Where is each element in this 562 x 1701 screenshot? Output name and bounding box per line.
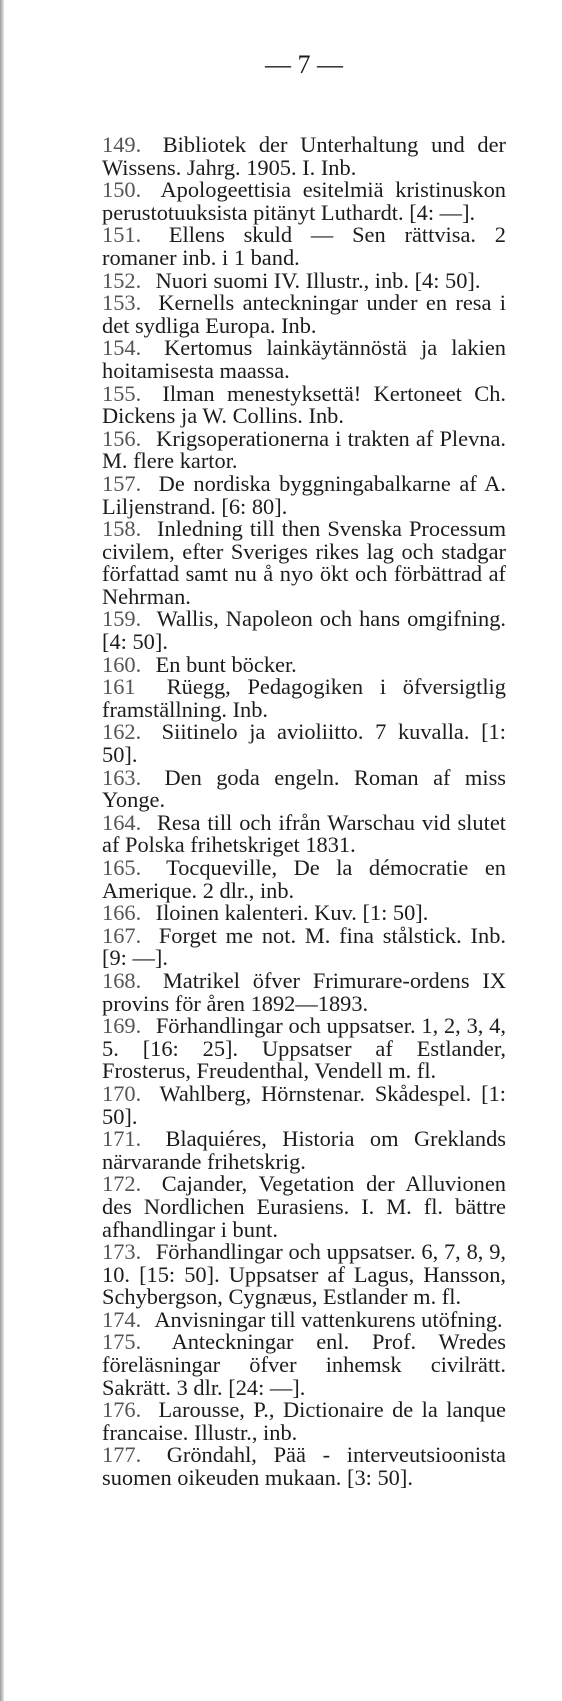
entry-number: 174. bbox=[102, 1306, 142, 1332]
catalog-entry bbox=[102, 1173, 506, 1241]
entry-number: 158. bbox=[102, 516, 142, 542]
page-number: — 7 — bbox=[265, 50, 343, 79]
catalog-entry bbox=[102, 721, 506, 766]
entry-text: Iloinen kalenteri. Kuv. [1: 50]. bbox=[155, 900, 429, 926]
entry-number: 163. bbox=[102, 764, 142, 790]
catalog-entry bbox=[102, 267, 506, 293]
entry-number: 169. bbox=[102, 1013, 142, 1039]
entry-number: 177. bbox=[102, 1442, 142, 1468]
entry-number: 156. bbox=[102, 425, 142, 451]
entry-text: Krigsoperationerna i trakten af Plevna. M. flere kartor. bbox=[102, 425, 506, 474]
catalog-entry bbox=[102, 902, 506, 925]
catalog-entry bbox=[102, 1399, 506, 1444]
entry-number: 160. bbox=[102, 651, 142, 677]
catalog-entry bbox=[102, 380, 506, 429]
entry-text: Cajander, Vegetation der Alluvionen des Nordlichen Eurasiens. I. M. fl. bättre afhandlingar i bunt. bbox=[102, 1171, 506, 1242]
entry-number: 166. bbox=[102, 900, 142, 926]
catalog-entry bbox=[102, 676, 506, 721]
catalog-entry bbox=[102, 224, 506, 269]
catalog-entry bbox=[102, 470, 506, 519]
catalog-entry bbox=[102, 425, 506, 474]
catalog-entry bbox=[102, 764, 506, 813]
catalog-entry bbox=[102, 809, 506, 858]
entry-text: Resa till och ifrån Warschau vid slutet af Polska frihetskriget 1831. bbox=[102, 809, 506, 858]
entry-text: Kernells anteckningar under en resa i det sydliga Europa. Inb. bbox=[102, 290, 506, 338]
entry-text: Anvisningar till vattenkurens utöfning. bbox=[154, 1306, 503, 1332]
entry-text: Tocqueville, De la démocratie en Amerique. 2 dlr., inb. bbox=[102, 855, 506, 903]
catalog-entry bbox=[102, 857, 506, 902]
catalog-entry bbox=[102, 518, 506, 608]
catalog-entry bbox=[102, 608, 506, 653]
entry-number: 162. bbox=[102, 719, 142, 745]
entry-text: Den goda engeln. Roman af miss Yonge. bbox=[102, 764, 506, 813]
entry-number: 151. bbox=[102, 222, 142, 248]
entry-number: 152. bbox=[102, 267, 142, 293]
entry-text: Blaquiéres, Historia om Greklands närvarande frihetskrig. bbox=[102, 1126, 506, 1174]
entry-text: Bibliotek der Unterhaltung und der Wissens. Jahrg. 1905. I. Inb. bbox=[102, 132, 506, 180]
entry-text: Inledning till then Svenska Processum civilem, efter Sveriges rikes lag och stadgar författad samt nu å nyo ökt och förbättrad af Nehrman. bbox=[102, 516, 506, 609]
entry-text: Gröndahl, Pää - interveutsioonista suomen oikeuden mukaan. [3: 50]. bbox=[102, 1442, 506, 1491]
entry-text: Forget me not. M. fina stålstick. Inb. [9: —]. bbox=[102, 922, 506, 971]
entry-text: Ellens skuld — Sen rättvisa. 2 romaner inb. i 1 band. bbox=[102, 222, 506, 270]
entry-text: Rüegg, Pedagogiken i öfversigtlig framställning. Inb. bbox=[102, 674, 506, 722]
catalog-entry bbox=[102, 1331, 506, 1399]
catalog-entry bbox=[102, 292, 506, 337]
entry-number: 170. bbox=[102, 1080, 142, 1106]
entry-number: 164. bbox=[102, 809, 142, 835]
catalog-entry bbox=[102, 1015, 506, 1083]
page-edge-shadow bbox=[0, 0, 4, 1701]
entry-list bbox=[102, 134, 506, 1490]
catalog-entry bbox=[102, 967, 506, 1016]
entry-number: 154. bbox=[102, 335, 142, 361]
entry-text: Larousse, P., Dictionaire de la lanque francaise. Illustr., inb. bbox=[102, 1397, 506, 1445]
entry-number: 159. bbox=[102, 606, 142, 632]
entry-number: 161 bbox=[102, 674, 136, 700]
catalog-entry bbox=[102, 134, 506, 179]
entry-text: Wahlberg, Hörnstenar. Skådespel. [1: 50]. bbox=[102, 1080, 507, 1129]
entry-text: Siitinelo ja avioliitto. 7 kuvalla. [1: 50]. bbox=[102, 719, 506, 768]
entry-number: 150. bbox=[102, 177, 142, 203]
entry-number: 153. bbox=[102, 290, 142, 316]
entry-text: Förhandlingar och uppsatser. 6, 7, 8, 9, 10. [15: 50]. Uppsatser af Lagus, Hansson, Schybergson, Cygnæus, Estlander m. fl. bbox=[102, 1239, 506, 1310]
entry-text: De nordiska byggningabalkarne af A. Liljenstrand. [6: 80]. bbox=[102, 470, 506, 519]
entry-text: Kertomus lainkäytännöstä ja lakien hoitamisesta maassa. bbox=[102, 335, 506, 383]
entry-text: Förhandlingar och uppsatser. 1, 2, 3, 4, 5. [16: 25]. Uppsatser af Estlander, Frosterus, Freudenthal, Vendell m. fl. bbox=[102, 1013, 506, 1084]
entry-number: 167. bbox=[102, 922, 142, 948]
catalog-entry bbox=[102, 651, 506, 677]
entry-number: 165. bbox=[102, 855, 142, 880]
entry-text: Apologeettisia esitelmiä kristinuskon perustotuuksista pitänyt Luthardt. [4: —]. bbox=[102, 177, 506, 225]
entry-text: Nuori suomi IV. Illustr., inb. [4: 50]. bbox=[155, 267, 481, 293]
entry-text: Anteckningar enl. Prof. Wredes föreläsningar öfver inhemsk civilrätt. Sakrätt. 3 dlr. [24: —]. bbox=[102, 1329, 506, 1400]
entry-text: En bunt böcker. bbox=[155, 651, 297, 677]
catalog-entry bbox=[102, 1306, 506, 1332]
catalog-entry bbox=[102, 1444, 506, 1489]
catalog-entry bbox=[102, 922, 506, 971]
catalog-entry bbox=[102, 1128, 506, 1173]
entry-number: 173. bbox=[102, 1239, 142, 1265]
entry-text: Wallis, Napoleon och hans omgifning. [4: 50]. bbox=[102, 606, 506, 655]
entry-number: 168. bbox=[102, 967, 142, 993]
entry-number: 172. bbox=[102, 1171, 142, 1197]
entry-number: 149. bbox=[102, 132, 142, 157]
catalog-entry bbox=[102, 1080, 507, 1129]
entry-number: 175. bbox=[102, 1329, 142, 1355]
entry-number: 171. bbox=[102, 1126, 142, 1152]
catalog-entry bbox=[102, 179, 506, 224]
catalog-entry bbox=[102, 1241, 506, 1309]
entry-text: Matrikel öfver Frimurare-ordens IX provins för åren 1892—1893. bbox=[102, 967, 506, 1016]
entry-text: Ilman menestyksettä! Kertoneet Ch. Dickens ja W. Collins. Inb. bbox=[102, 380, 506, 429]
entry-number: 157. bbox=[102, 470, 142, 496]
catalog-entry bbox=[102, 337, 506, 382]
entry-number: 155. bbox=[102, 380, 142, 406]
entry-number: 176. bbox=[102, 1397, 142, 1423]
